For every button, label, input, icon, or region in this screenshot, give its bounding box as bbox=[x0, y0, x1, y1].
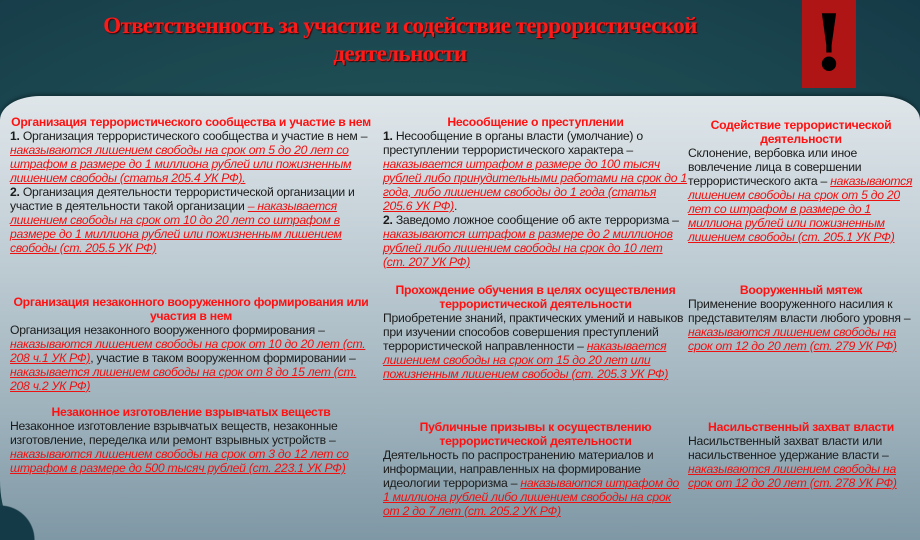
section-3 bbox=[10, 405, 372, 475]
section-heading: Вооруженный мятеж bbox=[739, 283, 863, 297]
description-text: Организация незаконного вооруженного формирования – bbox=[10, 323, 325, 337]
description-text: Несообщение в органы власти (умолчание) о преступлении террористического характера – bbox=[383, 129, 643, 157]
section-heading: Прохождение обучения в целях осуществления террористической деятельности bbox=[395, 283, 676, 311]
item-number: 2. bbox=[10, 185, 23, 199]
description-text: Применение вооруженного насилия к представителям власти любого уровня – bbox=[688, 297, 911, 325]
section-paragraph bbox=[383, 129, 688, 213]
description-text: Деятельность по распространению материалов и информации, направленных на формирование идеологии терроризма – bbox=[383, 448, 654, 490]
item-number: 1. bbox=[10, 129, 23, 143]
section-7 bbox=[688, 118, 914, 244]
section-1 bbox=[10, 115, 372, 255]
penalty-text: наказываются штрафом до 1 миллиона рублей либо лишением свободы на срок от 2 до 7 лет (ст. 205.2 УК РФ) bbox=[383, 476, 680, 518]
section-paragraph bbox=[10, 129, 372, 185]
description-text: Заведомо ложное сообщение об акте терроризма – bbox=[395, 213, 679, 227]
description-text: Насильственный захват власти или насильственное удержание власти – bbox=[688, 434, 889, 462]
section-paragraph bbox=[10, 419, 372, 475]
exclamation-icon: ! bbox=[811, 0, 847, 89]
section-heading: Насильственный захват власти bbox=[708, 420, 894, 434]
description-text: Организация деятельности террористической организации и участие в деятельности такой организации bbox=[10, 185, 355, 213]
description-text: Организация террористического сообщества и участие в нем – bbox=[22, 129, 368, 143]
penalty-text: наказываются лишением свободы на срок от 10 до 20 лет (ст. 208 ч.1 УК РФ) bbox=[10, 337, 366, 365]
item-number: 1. bbox=[383, 129, 396, 143]
section-4 bbox=[383, 115, 688, 269]
description-text: , участие в таком вооруженном формировании – bbox=[90, 351, 356, 365]
penalty-text: наказываются лишением свободы на срок от 12 до 20 лет (ст. 279 УК РФ) bbox=[688, 325, 897, 353]
penalty-text: наказывается лишением свободы на срок от 15 до 20 лет или пожизненным лишением свободы (ст. 205.3 УК РФ) bbox=[383, 339, 669, 381]
penalty-text: наказываются штрафом в размере до 2 миллионов рублей либо лишением свободы на срок до 10 лет (ст. 207 УК РФ) bbox=[383, 227, 673, 269]
penalty-text: наказываются лишением свободы на срок от 12 до 20 лет (ст. 278 УК РФ) bbox=[688, 462, 897, 490]
description-text: Незаконное изготовление взрывчатых веществ, незаконные изготовление, переделка или ремонт взрывных устройств – bbox=[10, 419, 338, 447]
section-paragraph bbox=[383, 213, 688, 269]
section-8 bbox=[688, 283, 914, 353]
section-heading: Несообщение о преступлении bbox=[447, 115, 624, 129]
panel-corner bbox=[0, 500, 40, 540]
section-2 bbox=[10, 295, 372, 393]
section-heading: Публичные призывы к осуществлению террористической деятельности bbox=[419, 420, 652, 448]
section-paragraph bbox=[383, 311, 688, 381]
section-heading: Содействие террористической деятельности bbox=[710, 118, 892, 146]
penalty-text: – наказывается лишением свободы на срок от 10 до 20 лет со штрафом в размере до 1 миллиона рублей или пожизненным лишением свободы (ст. 205.5 УК РФ) bbox=[10, 199, 342, 255]
penalty-text: наказывается штрафом в размере до 100 тысяч рублей либо принудительными работами на срок до 1 года, либо лишением свободы до 1 года (статья 205.6 УК РФ) bbox=[383, 157, 687, 213]
section-heading: Организация террористического сообщества и участие в нем bbox=[11, 115, 371, 129]
section-heading: Незаконное изготовление взрывчатых веществ bbox=[51, 405, 331, 419]
penalty-text: наказываются лишением свободы на срок от 3 до 12 лет со штрафом в размере до 500 тысяч рублей (ст. 223.1 УК РФ) bbox=[10, 447, 349, 475]
description-text: Склонение, вербовка или иное вовлечение лица в совершении террористического акта – bbox=[688, 146, 862, 188]
section-paragraph bbox=[10, 185, 372, 255]
description-text: . bbox=[453, 199, 458, 213]
section-9 bbox=[688, 420, 914, 490]
description-text: Приобретение знаний, практических умений и навыков при изучении способов совершения преступлений террористической направленности – bbox=[383, 311, 684, 353]
section-paragraph bbox=[688, 297, 914, 353]
slide-title: Ответственность за участие и содействие террористической деятельности bbox=[103, 13, 697, 66]
penalty-text: наказываются лишением свободы на срок от 5 до 20 лет со штрафом в размере до 1 миллиона рублей или пожизненным лишением свободы (статья 205.4 УК РФ). bbox=[10, 143, 352, 185]
item-number: 2. bbox=[383, 213, 396, 227]
penalty-text: наказываются лишением свободы на срок от 5 до 20 лет со штрафом в размере до 1 миллиона рублей или пожизненным лишением свободы (ст. 205.1 УК РФ) bbox=[688, 174, 913, 244]
alert-badge bbox=[802, 0, 856, 88]
section-5 bbox=[383, 283, 688, 381]
section-paragraph bbox=[10, 323, 372, 393]
section-paragraph bbox=[383, 448, 688, 518]
penalty-text: наказывается лишением свободы на срок от 8 до 15 лет (ст. 208 ч.2 УК РФ) bbox=[10, 365, 357, 393]
section-paragraph bbox=[688, 146, 914, 244]
section-paragraph bbox=[688, 434, 914, 490]
section-6 bbox=[383, 420, 688, 518]
section-heading: Организация незаконного вооруженного формирования или участия в нем bbox=[13, 295, 369, 323]
